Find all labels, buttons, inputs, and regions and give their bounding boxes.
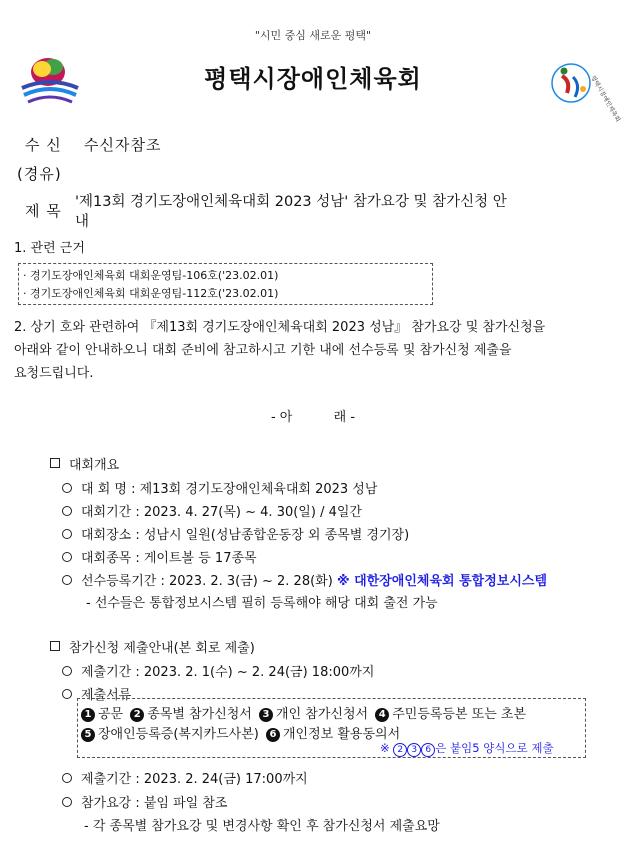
below-marker: - 아 래 - xyxy=(270,410,356,425)
overview-item: 대회종목 : 게이트볼 등 17종목 xyxy=(62,547,257,566)
documents-note: ※ 2 3 6 은 붙임5 양식으로 제출 xyxy=(380,741,554,755)
submission-heading: 참가신청 제출안내(본 회로 제출) xyxy=(50,637,255,656)
documents-row: 1 공문 2 종목별 참가신청서 3 개인 참가신청서 4 주민등록등본 또는 초본 xyxy=(81,703,526,722)
circle-bullet-icon xyxy=(62,483,72,493)
registration-sub-note: - 선수들은 통합정보시스템 필히 등록해야 해당 대회 출전 가능 xyxy=(86,596,438,611)
overview-item: 대회장소 : 성남시 일원(성남종합운동장 외 종목별 경기장) xyxy=(62,524,409,543)
paragraph-line: 요청드립니다. xyxy=(14,366,94,381)
reference-item: · 경기도장애인체육회 대회운영팀-112호('23.02.01) xyxy=(23,287,279,300)
participation-guide: 참가요강 : 붙임 파일 참조 xyxy=(62,792,228,811)
registration-period: 선수등록기간 : 2023. 2. 3(금) ~ 2. 28(화) ※ 대한장애인체육회 통합정보시스템 xyxy=(62,570,547,589)
registration-system-note: ※ 대한장애인체육회 통합정보시스템 xyxy=(336,574,547,589)
subject-label: 제 목 xyxy=(25,202,62,220)
documents-label: 제출서류 xyxy=(62,684,131,703)
circle-bullet-icon xyxy=(62,666,72,676)
participation-guide-sub: - 각 종목별 참가요강 및 변경사항 확인 후 참가신청서 제출요망 xyxy=(84,819,440,834)
paragraph-line: 아래와 같이 안내하오니 대회 준비에 참고하시고 기한 내에 선수등록 및 참가신청 제출을 xyxy=(14,343,512,358)
circle-bullet-icon xyxy=(62,689,72,699)
square-bullet-icon xyxy=(50,641,60,651)
submission-period-1: 제출기간 : 2023. 2. 1(수) ~ 2. 24(금) 18:00까지 xyxy=(62,661,374,680)
documents-row: 5 장애인등록증(복지카드사본) 6 개인정보 활용동의서 xyxy=(81,723,400,742)
slogan: "시민 중심 새로운 평택" xyxy=(254,29,372,42)
circle-bullet-icon xyxy=(62,797,72,807)
subject-line-1: '제13회 경기도장애인체육대회 2023 성남' 참가요강 및 참가신청 안 xyxy=(75,194,507,210)
organization-title: 평택시장애인체육회 xyxy=(204,65,422,93)
circle-bullet-icon xyxy=(62,529,72,539)
documents-box xyxy=(77,698,586,758)
section1-title: 1. 관련 근거 xyxy=(14,241,85,256)
circle-bullet-icon xyxy=(62,575,72,585)
square-bullet-icon xyxy=(50,458,60,468)
association-logo-icon xyxy=(547,55,622,124)
submission-period-2: 제출기간 : 2023. 2. 24(금) 17:00까지 xyxy=(62,768,308,787)
recipient-value: 수신자참조 xyxy=(84,136,162,154)
circle-bullet-icon xyxy=(62,773,72,783)
paragraph-line: 2. 상기 호와 관련하여 『제13회 경기도장애인체육대회 2023 성남』 참가요강 및 참가신청을 xyxy=(14,320,546,335)
recipient-label: 수 신 xyxy=(25,136,62,154)
via-label: (경유) xyxy=(17,165,62,183)
reference-box xyxy=(18,263,433,305)
logo-text: 평택시장애인체육회 xyxy=(589,74,622,124)
subject-line-2: 내 xyxy=(75,214,90,230)
overview-item: 대 회 명 : 제13회 경기도장애인체육대회 2023 성남 xyxy=(62,478,377,497)
reference-item: · 경기도장애인체육회 대회운영팀-106호('23.02.01) xyxy=(23,269,279,282)
overview-item: 대회기간 : 2023. 4. 27(목) ~ 4. 30(일) / 4일간 xyxy=(62,501,362,520)
circle-bullet-icon xyxy=(62,552,72,562)
circle-bullet-icon xyxy=(62,506,72,516)
overview-heading: 대회개요 xyxy=(50,454,119,473)
